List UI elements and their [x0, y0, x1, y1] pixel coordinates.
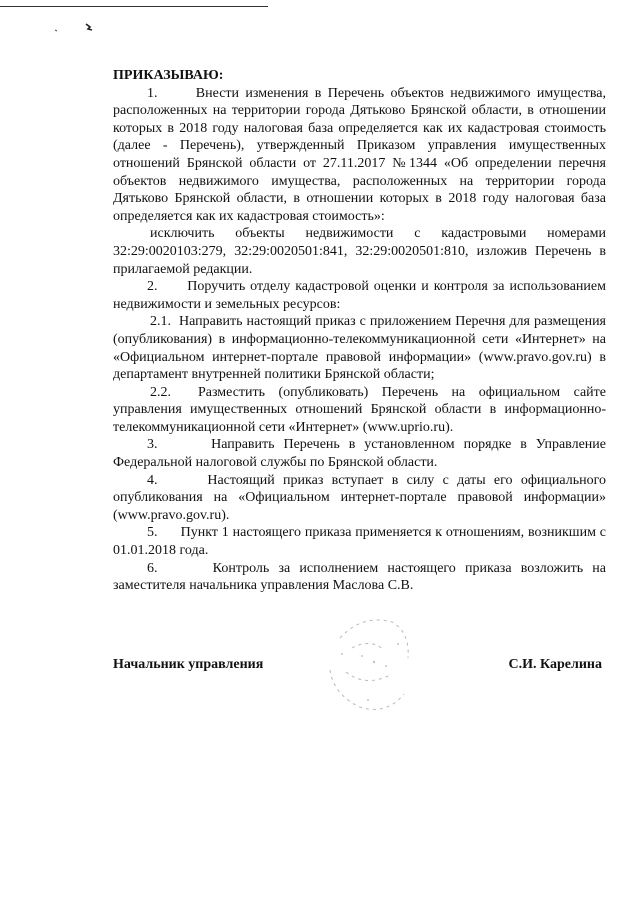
- top-rule: [0, 6, 268, 7]
- signer-position: Начальник управления: [113, 657, 264, 672]
- signer-name: С.И. Карелина: [508, 657, 602, 672]
- paragraph-3: 3. Направить Перечень в установленном порядке в Управление Федеральной налоговой службы по Брянской области.: [113, 437, 606, 471]
- paragraph-2-2: 2.2. Разместить (опубликовать) Перечень на официальном сайте управления имущественных отношений Брянской области в информационно-телекоммуникационной сети «Интернет» (www.uprio.ru).: [113, 384, 606, 435]
- paragraph-4: 4. Настоящий приказ вступает в силу с даты его официального опубликования на «Официальном интернет-портале правовой информации» (www.pravo.gov.ru).: [113, 472, 606, 523]
- paragraph-2-1: 2.1. Направить настоящий приказ с приложением Перечня для размещения (опубликования) в информационно-телекоммуникационной сети «Интернет» на «Официальном интернет-портале правовой информации» (www.pravo.gov.ru) в департамент внутренней политики Брянской области;: [113, 314, 606, 383]
- paragraph-5: 5. Пункт 1 настоящего приказа применяется к отношениям, возникшим с 01.01.2018 года.: [113, 525, 606, 559]
- stamp-icon: [322, 608, 418, 716]
- scan-mark-icon: [52, 20, 102, 36]
- paragraph-6: 6. Контроль за исполнением настоящего приказа возложить на заместителя начальника управления Маслова С.В.: [113, 560, 606, 594]
- order-heading: ПРИКАЗЫВАЮ:: [113, 68, 224, 83]
- paragraph-2: 2. Поручить отделу кадастровой оценки и контроля за использованием недвижимости и земельных ресурсов:: [113, 279, 606, 312]
- document-body: [113, 67, 606, 595]
- paragraph-1: 1. Внести изменения в Перечень объектов недвижимого имущества, расположенных на территории города Дятьково Брянской области, в отношении которых в 2018 году налоговая база определяется как их кадастровая стоимость (далее - Перечень), утвержденный Приказом управления имущественных отношений Брянской области от 27.11.2017 №1344 «Об определении перечня объектов недвижимого имущества, расположенных на территории города Дятьково Брянской области, в отношении которых в 2018 году налоговая база определяется как их кадастровая стоимость»:: [113, 85, 606, 224]
- paragraph-1-exclude: исключить объекты недвижимости с кадастровыми номерами 32:29:0020103:279, 32:29:0020501:841, 32:29:0020501:810, изложив Перечень в прилагаемой редакции.: [113, 226, 606, 277]
